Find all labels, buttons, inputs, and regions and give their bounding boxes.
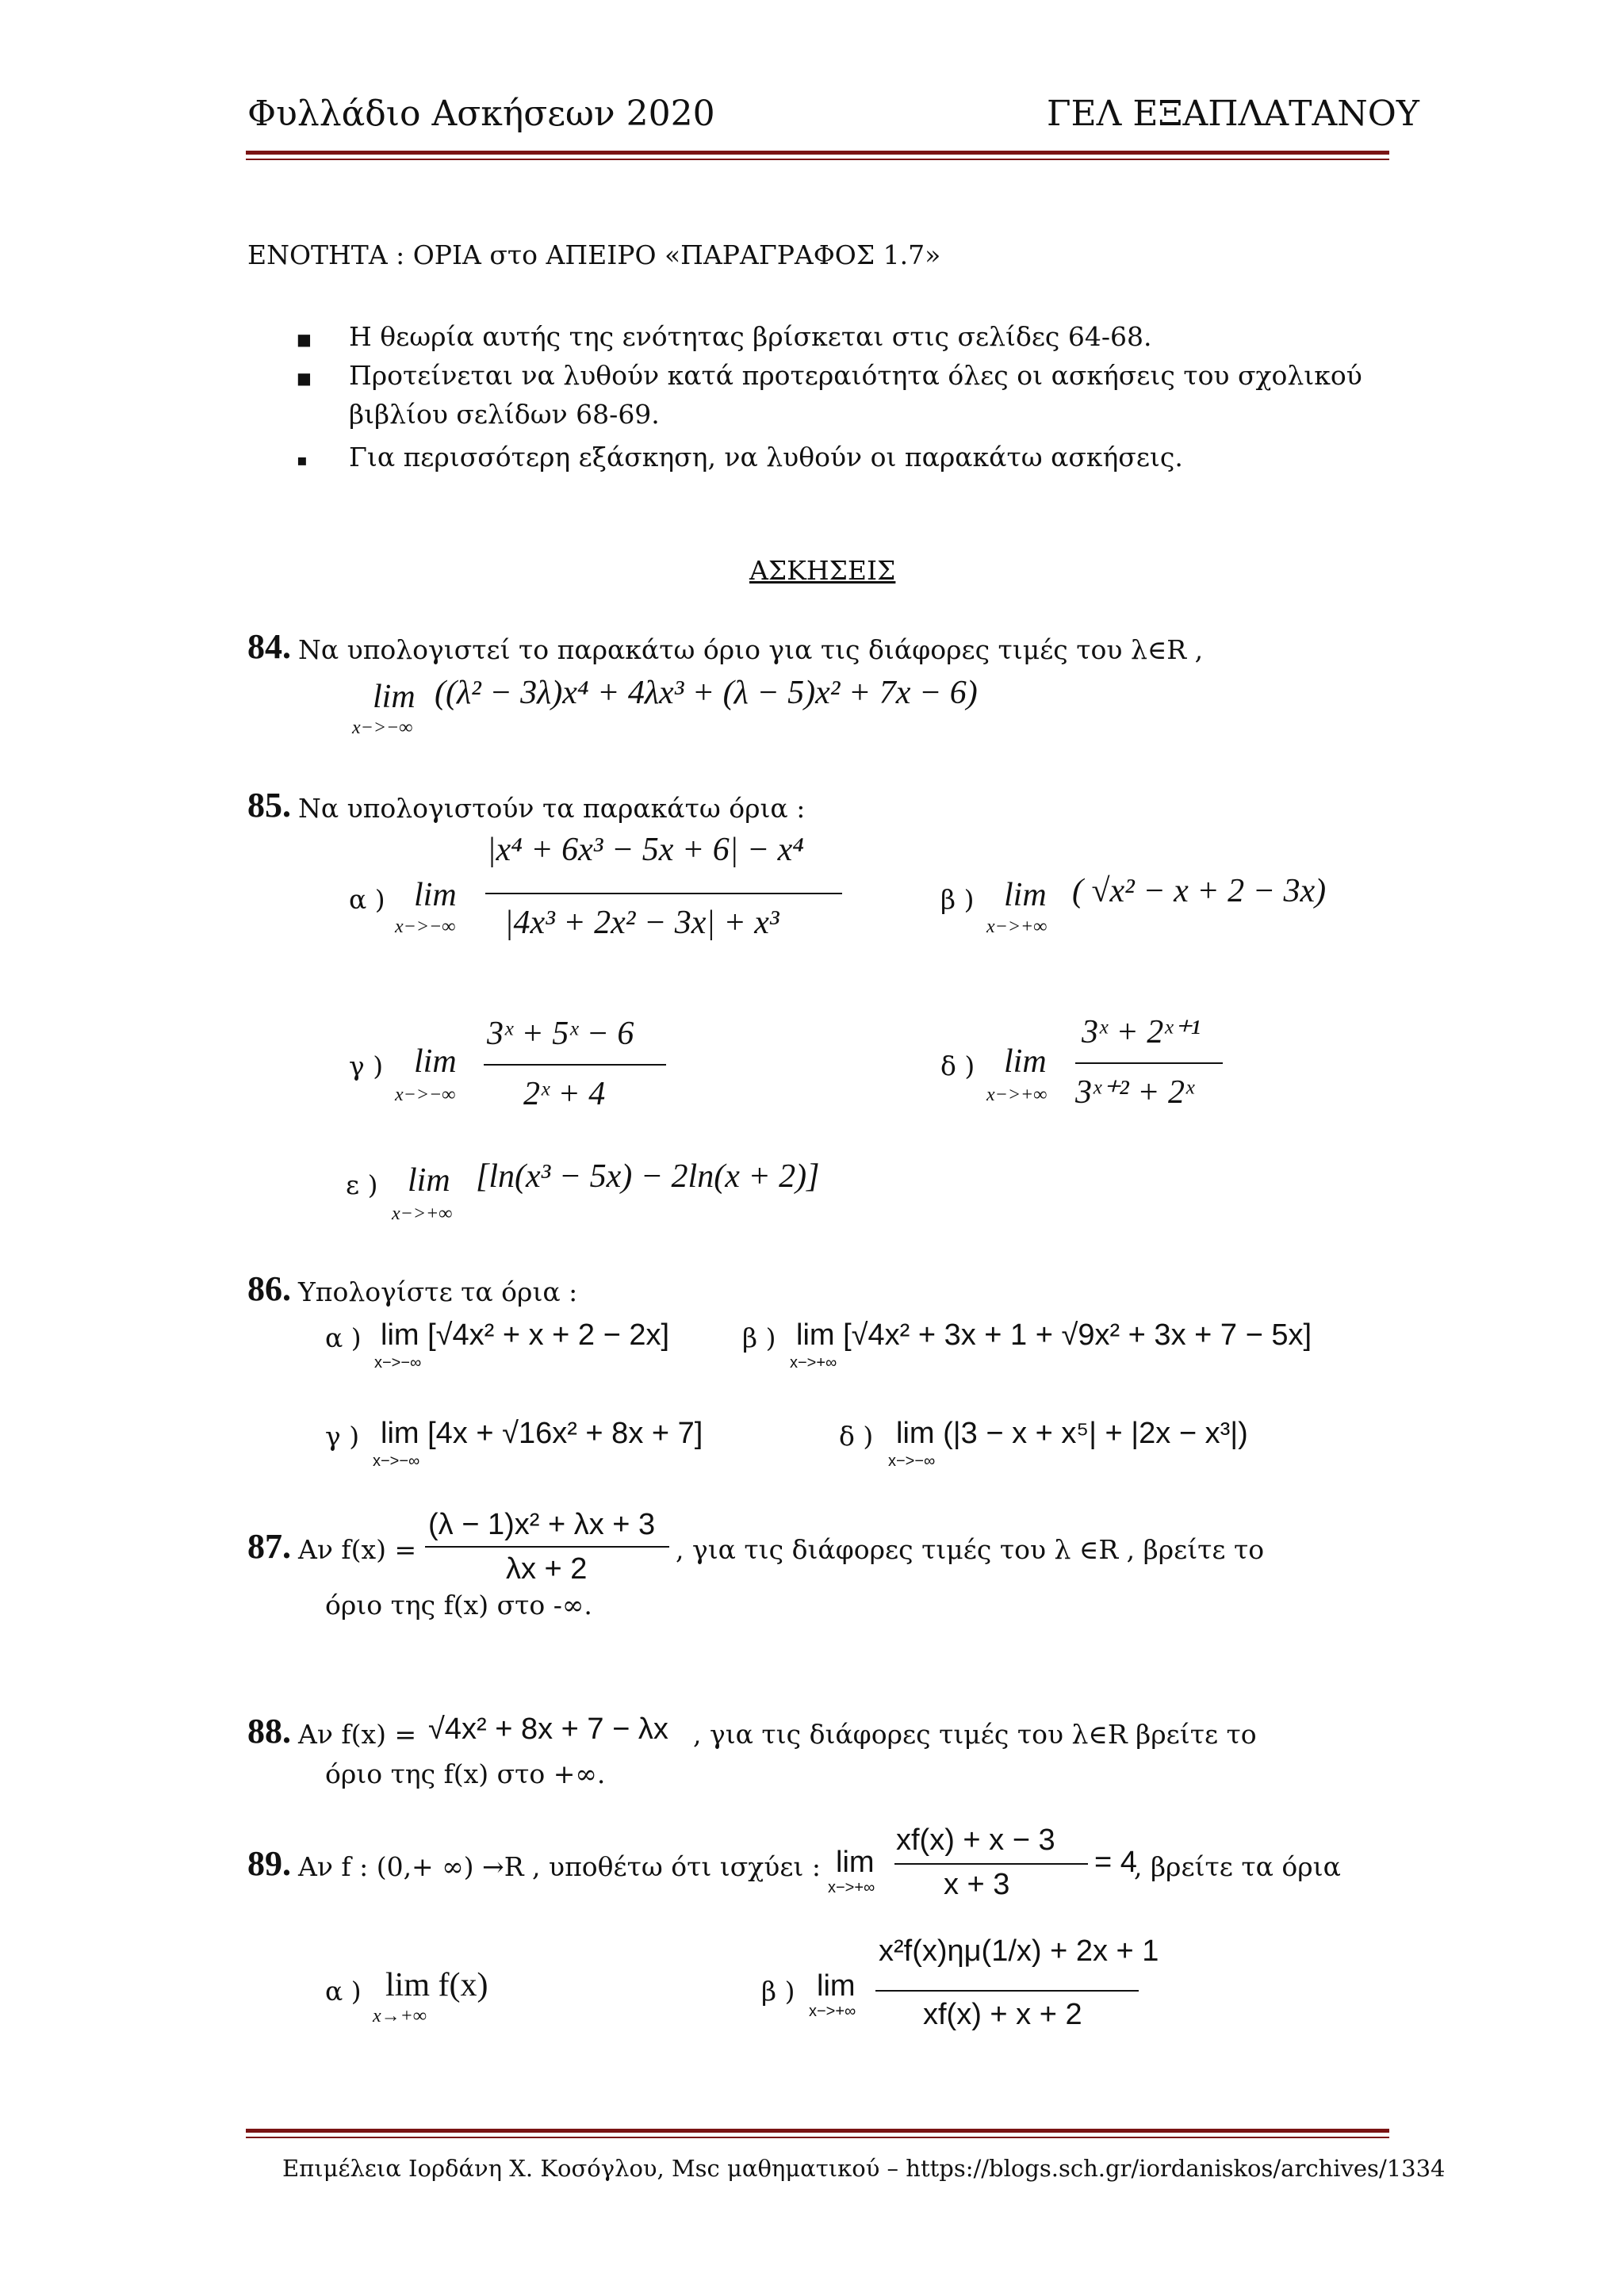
exercise-number: 84. — [247, 627, 291, 666]
fraction-numerator: |x⁴ + 6x³ − 5x + 6| − x⁴ — [487, 832, 804, 868]
lim-symbol: lim — [373, 679, 416, 715]
lim-symbol: lim — [836, 1846, 875, 1879]
exercise-number: 88. — [247, 1712, 291, 1751]
fraction-bar — [485, 893, 842, 894]
item-label: ε ) — [346, 1169, 378, 1200]
formula: lim (|3 − x + x⁵| + |2x − x³|) — [896, 1417, 1248, 1450]
lim-symbol: lim — [1004, 1043, 1047, 1080]
fraction-bar — [875, 1990, 1139, 1992]
item-label: β ) — [761, 1976, 795, 2007]
lim-subscript: x−>−∞ — [395, 1085, 456, 1105]
bullet-text: Η θεωρία αυτής της ενότητας βρίσκεται στις σελίδες 64-68. — [349, 321, 1152, 352]
fraction-bar — [1075, 1062, 1223, 1064]
lim-subscript: x−>−∞ — [888, 1452, 936, 1470]
footer-rule — [246, 2129, 1389, 2133]
formula: lim [√4x² + 3x + 1 + √9x² + 3x + 7 − 5x] — [796, 1318, 1312, 1352]
formula: lim [4x + √16x² + 8x + 7] — [381, 1417, 703, 1450]
lim-subscript: x−>+∞ — [809, 2003, 856, 2020]
formula: ((λ² − 3λ)x⁴ + 4λx³ + (λ − 5)x² + 7x − 6) — [435, 675, 978, 711]
lim-subscript: x−>+∞ — [392, 1203, 453, 1224]
bullet-text: βιβλίου σελίδων 68-69. — [349, 399, 660, 430]
lim-subscript: x→+∞ — [373, 2006, 427, 2026]
formula: lim f(x) — [385, 1967, 488, 2003]
exercise-number: 87. — [247, 1527, 291, 1566]
lim-symbol: lim — [414, 877, 457, 913]
item-label: δ ) — [940, 1050, 975, 1081]
bullet-text: Προτείνεται να λυθούν κατά προτεραιότητα όλες οι ασκήσεις του σχολικού — [349, 360, 1362, 391]
lim-symbol: lim — [817, 1969, 856, 2003]
item-label: α ) — [325, 1322, 362, 1353]
formula: lim [√4x² + x + 2 − 2x] — [381, 1318, 670, 1352]
exercise-text: όριο της f(x) στο -∞. — [325, 1590, 592, 1621]
item-label: β ) — [940, 884, 975, 915]
header-rule-thin — [246, 159, 1389, 160]
exercise-number: 85. — [247, 786, 291, 825]
bullet-icon: ■ — [297, 330, 312, 349]
item-label: α ) — [349, 884, 385, 915]
bullet-text: Για περισσότερη εξάσκηση, να λυθούν οι παρακάτω ασκήσεις. — [349, 442, 1183, 473]
header-title-right: ΓΕΛ ΕΞΑΠΛΑΤΑΝΟΥ — [1047, 94, 1419, 134]
footer-text: Επιμέλεια Ιορδάνη Χ. Κοσόγλου, Msc μαθηματικού – https://blogs.sch.gr/iordaniskos/archives/1334 — [282, 2155, 1446, 2182]
fraction-denominator: xf(x) + x + 2 — [923, 1998, 1082, 2031]
lim-symbol: lim — [408, 1162, 450, 1199]
exercise-number: 89. — [247, 1844, 291, 1883]
fraction-numerator: x²f(x)ημ(1/x) + 2x + 1 — [879, 1934, 1159, 1968]
fraction-bar — [894, 1863, 1088, 1865]
exercise-text: Αν f(x) = — [298, 1719, 417, 1750]
lim-symbol: lim — [1004, 877, 1047, 913]
fraction-denominator: 3ˣ⁺² + 2ˣ — [1075, 1074, 1194, 1111]
exercise-text: όριο της f(x) στο +∞. — [325, 1758, 606, 1789]
item-label: δ ) — [839, 1421, 874, 1452]
exercise-number: 86. — [247, 1269, 291, 1308]
equals-value: = 4 — [1094, 1846, 1137, 1879]
exercise-text: Να υπολογιστούν τα παρακάτω όρια : — [298, 793, 806, 824]
bullet-icon: ■ — [297, 369, 312, 388]
lim-subscript: x−>+∞ — [986, 1085, 1048, 1105]
item-label: γ ) — [325, 1421, 360, 1452]
exercise-text: , για τις διάφορες τιμές του λ ∈R , βρείτε το — [676, 1534, 1265, 1565]
header-title-left: Φυλλάδιο Ασκήσεων 2020 — [247, 94, 715, 134]
lim-subscript: x−>+∞ — [790, 1354, 837, 1372]
fraction-bar — [484, 1064, 666, 1066]
item-label: α ) — [325, 1976, 362, 2007]
lim-subscript: x−>−∞ — [352, 718, 413, 738]
fraction-numerator: 3ˣ + 5ˣ − 6 — [487, 1016, 634, 1052]
exercise-text: , βρείτε τα όρια — [1134, 1851, 1341, 1882]
lim-subscript: x−>−∞ — [374, 1354, 422, 1372]
exercise-text: Αν f : (0,+ ∞) →R , υποθέτω ότι ισχύει : — [298, 1851, 821, 1882]
exercise-text: Αν f(x) = — [298, 1534, 417, 1565]
formula: [ln(x³ − 5x) − 2ln(x + 2)] — [476, 1158, 820, 1195]
item-label: β ) — [742, 1322, 776, 1353]
fraction-denominator: x + 3 — [944, 1868, 1010, 1901]
fraction-denominator: λx + 2 — [506, 1552, 588, 1586]
fraction-bar — [425, 1546, 669, 1548]
exercise-text: Υπολογίστε τα όρια : — [298, 1276, 578, 1307]
exercise-text: , για τις διάφορες τιμές του λ∈R βρείτε το — [693, 1719, 1257, 1750]
lim-symbol: lim — [414, 1043, 457, 1080]
fraction-numerator: (λ − 1)x² + λx + 3 — [428, 1508, 656, 1541]
item-label: γ ) — [349, 1050, 384, 1081]
fraction-numerator: xf(x) + x − 3 — [896, 1823, 1055, 1857]
exercises-heading: ΑΣΚΗΣΕΙΣ — [749, 555, 896, 586]
footer-rule-thin — [246, 2137, 1389, 2138]
fraction-denominator: |4x³ + 2x² − 3x| + x³ — [504, 905, 779, 941]
fraction-denominator: 2ˣ + 4 — [523, 1076, 606, 1112]
bullet-icon: ▪ — [297, 450, 308, 469]
lim-subscript: x−>−∞ — [395, 916, 456, 937]
lim-subscript: x−>+∞ — [828, 1879, 875, 1896]
formula: √4x² + 8x + 7 − λx — [428, 1712, 668, 1746]
exercise-text: Να υπολογιστεί το παρακάτω όριο για τις διάφορες τιμές του λ∈R , — [298, 634, 1204, 665]
header-rule — [246, 151, 1389, 155]
lim-subscript: x−>+∞ — [986, 916, 1048, 937]
fraction-numerator: 3ˣ + 2ˣ⁺¹ — [1082, 1014, 1201, 1050]
formula: ( √x² − x + 2 − 3x) — [1072, 873, 1327, 909]
section-title: ΕΝΟΤΗΤΑ : ΟΡΙΑ στο ΑΠΕΙΡΟ «ΠΑΡΑΓΡΑΦΟΣ 1.7» — [247, 239, 941, 270]
lim-subscript: x−>−∞ — [373, 1452, 420, 1470]
